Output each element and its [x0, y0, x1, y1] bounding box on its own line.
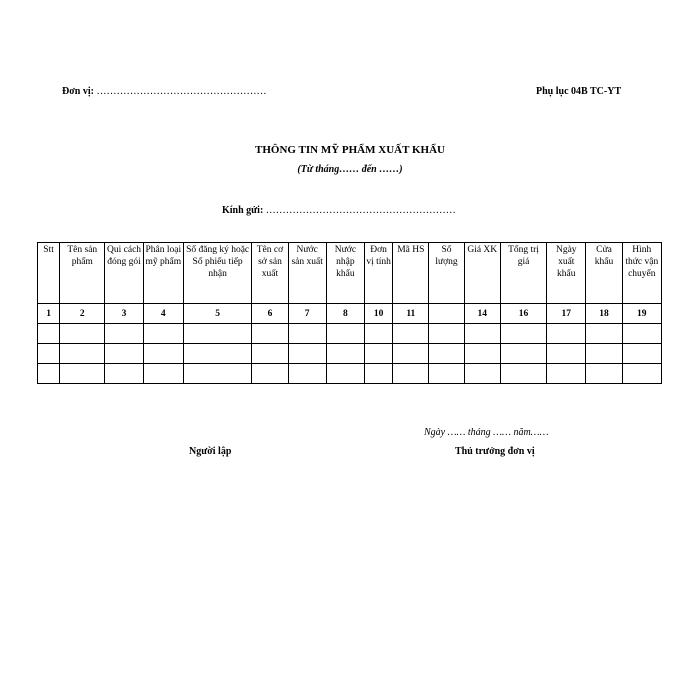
column-header: Nước nhập khẩu — [326, 243, 364, 304]
empty-cell — [547, 344, 586, 364]
column-number: 10 — [365, 304, 393, 324]
empty-cell — [326, 324, 364, 344]
empty-cell — [183, 324, 251, 344]
column-header: Hình thức vận chuyển — [622, 243, 661, 304]
recipient-line — [222, 205, 456, 216]
column-header: Số đăng ký hoặc Số phiếu tiếp nhận — [183, 243, 251, 304]
empty-cell — [183, 364, 251, 384]
empty-cell — [429, 364, 464, 384]
empty-cell — [143, 324, 183, 344]
column-header: Tổng trị giá — [500, 243, 546, 304]
empty-cell — [464, 344, 500, 364]
recipient-dots: ………………………………………………… — [265, 205, 456, 216]
table-row — [38, 344, 662, 364]
appendix-label: Phụ lục 04B TC-YT — [536, 86, 622, 97]
empty-cell — [326, 364, 364, 384]
empty-cell — [60, 344, 105, 364]
empty-cell — [365, 364, 393, 384]
empty-cell — [183, 344, 251, 364]
empty-cell — [464, 324, 500, 344]
column-header: Đơn vị tính — [365, 243, 393, 304]
column-number: 18 — [586, 304, 622, 324]
column-header: Qui cách đóng gói — [105, 243, 143, 304]
empty-cell — [393, 324, 429, 344]
column-number: 5 — [183, 304, 251, 324]
column-header: Mã HS — [393, 243, 429, 304]
column-number: 14 — [464, 304, 500, 324]
empty-cell — [547, 324, 586, 344]
empty-cell — [393, 344, 429, 364]
empty-cell — [500, 364, 546, 384]
column-header: Stt — [38, 243, 60, 304]
empty-cell — [547, 364, 586, 384]
empty-cell — [500, 344, 546, 364]
document-subtitle: (Từ tháng…… đến ……) — [297, 164, 403, 175]
column-number: 11 — [393, 304, 429, 324]
empty-cell — [105, 324, 143, 344]
empty-cell — [500, 324, 546, 344]
column-number: 6 — [252, 304, 288, 324]
empty-cell — [393, 364, 429, 384]
empty-cell — [586, 344, 622, 364]
column-number-row — [38, 304, 662, 324]
preparer-signature-label: Người lập — [189, 446, 232, 457]
column-number: 16 — [500, 304, 546, 324]
unit-dots: …………………………………………… — [96, 86, 267, 97]
column-header: Số lượng — [429, 243, 464, 304]
head-signature-label: Thủ trưởng đơn vị — [455, 446, 535, 457]
empty-cell — [429, 324, 464, 344]
column-header: Tên cơ sở sản xuất — [252, 243, 288, 304]
empty-cell — [622, 324, 661, 344]
empty-cell — [288, 344, 326, 364]
empty-cell — [326, 344, 364, 364]
unit-line — [62, 86, 266, 97]
column-header: Phân loại mỹ phẩm — [143, 243, 183, 304]
empty-cell — [60, 364, 105, 384]
empty-cell — [252, 324, 288, 344]
column-number: 17 — [547, 304, 586, 324]
empty-cell — [252, 344, 288, 364]
empty-cell — [365, 344, 393, 364]
table-header-row — [38, 243, 662, 304]
empty-cell — [622, 364, 661, 384]
column-number: 4 — [143, 304, 183, 324]
empty-cell — [586, 364, 622, 384]
empty-cell — [105, 364, 143, 384]
empty-cell — [38, 324, 60, 344]
date-line: Ngày …… tháng …… năm…… — [424, 427, 549, 438]
empty-cell — [622, 344, 661, 364]
empty-cell — [252, 364, 288, 384]
empty-cell — [429, 344, 464, 364]
column-header: Giá XK — [464, 243, 500, 304]
column-number — [429, 304, 464, 324]
column-header: Tên sản phẩm — [60, 243, 105, 304]
table-row — [38, 324, 662, 344]
empty-cell — [288, 324, 326, 344]
column-header: Ngày xuất khẩu — [547, 243, 586, 304]
empty-cell — [143, 344, 183, 364]
empty-cell — [38, 364, 60, 384]
column-number: 1 — [38, 304, 60, 324]
empty-cell — [60, 324, 105, 344]
empty-cell — [288, 364, 326, 384]
document-title: THÔNG TIN MỸ PHẨM XUẤT KHẨU — [255, 144, 445, 156]
column-number: 19 — [622, 304, 661, 324]
empty-cell — [464, 364, 500, 384]
column-number: 3 — [105, 304, 143, 324]
column-header: Cửa khẩu — [586, 243, 622, 304]
empty-cell — [105, 344, 143, 364]
empty-cell — [586, 324, 622, 344]
empty-cell — [365, 324, 393, 344]
empty-cell — [143, 364, 183, 384]
empty-cell — [38, 344, 60, 364]
unit-label: Đơn vị: — [62, 86, 94, 97]
column-number: 2 — [60, 304, 105, 324]
column-header: Nước sản xuất — [288, 243, 326, 304]
table-row — [38, 364, 662, 384]
column-number: 7 — [288, 304, 326, 324]
recipient-label: Kính gửi: — [222, 205, 264, 216]
export-info-table — [37, 242, 662, 384]
column-number: 8 — [326, 304, 364, 324]
